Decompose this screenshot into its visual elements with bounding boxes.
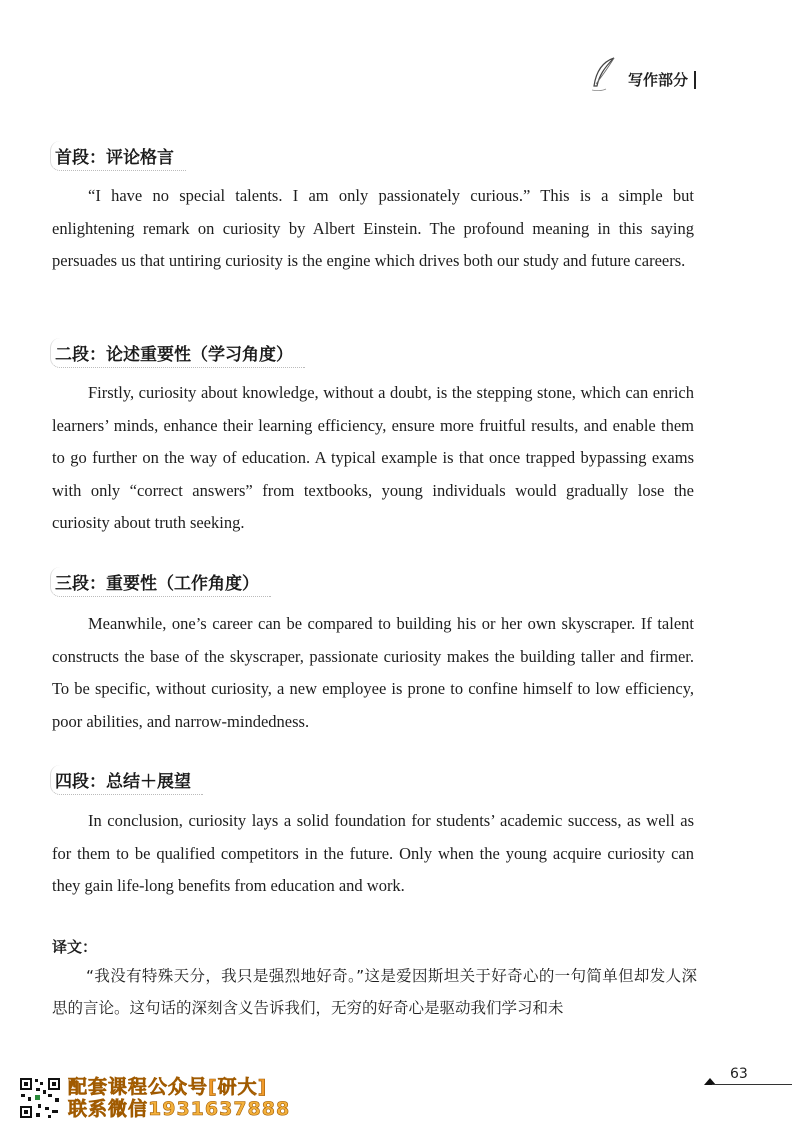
page-number: 63 — [730, 1066, 748, 1082]
section-body-1: “I have no special talents. I am only passionately curious.” This is a simple but enlightening remark on curiosity by Albert Einstein. The profound meaning in this saying persuades us that untiring curiosity is the engine which drives both our study and future careers. — [52, 186, 694, 270]
qr-code-icon — [18, 1076, 62, 1120]
section-body-3: Meanwhile, one’s career can be compared to building his or her own skyscraper. If talent constructs the base of the skyscraper, passionate curiosity makes the building taller and firmer. To be specific, without curiosity, a new employee is prone to confine himself to low efficiency, poor abilities, and narrow-mindedness. — [52, 614, 694, 731]
section-body-4: In conclusion, curiosity lays a solid foundation for students’ academic success, as well as for them to be qualified competitors in the future. Only when the young acquire curiosity can they gain life-long benefits from education and work. — [52, 811, 694, 895]
section-heading-1: 首段：评论格言 — [50, 141, 186, 171]
page-header — [588, 56, 696, 94]
translation-body: “我没有特殊天分，我只是强烈地好奇。”这是爱因斯坦关于好奇心的一句简单但却发人深思的言论。这句话的深刻含义告诉我们，无穷的好奇心是驱动我们学习和未 — [52, 967, 697, 1017]
watermark — [18, 1076, 290, 1120]
watermark-line-2: 联系微信1931637888 — [68, 1098, 291, 1120]
section-heading-4: 四段：总结＋展望 — [50, 765, 203, 795]
section-heading-2: 二段：论述重要性（学习角度） — [50, 338, 305, 368]
section-heading-3: 三段：重要性（工作角度） — [50, 567, 271, 597]
header-title: 写作部分 — [628, 71, 696, 89]
feather-quill-icon — [588, 56, 618, 94]
watermark-line-1: 配套课程公众号[研大] — [68, 1076, 268, 1098]
section-body-2: Firstly, curiosity about knowledge, without a doubt, is the stepping stone, which can enrich learners’ minds, enhance their learning efficiency, ensure more fruitful results, and enable them to go further on the way of education. A typical example is that once trapped bypassing exams with only “correct answers” from textbooks, young individuals would gradually lose the curiosity about truth seeking. — [52, 383, 694, 532]
page-number-rule — [712, 1084, 792, 1085]
translation-label: 译文： — [52, 938, 98, 956]
